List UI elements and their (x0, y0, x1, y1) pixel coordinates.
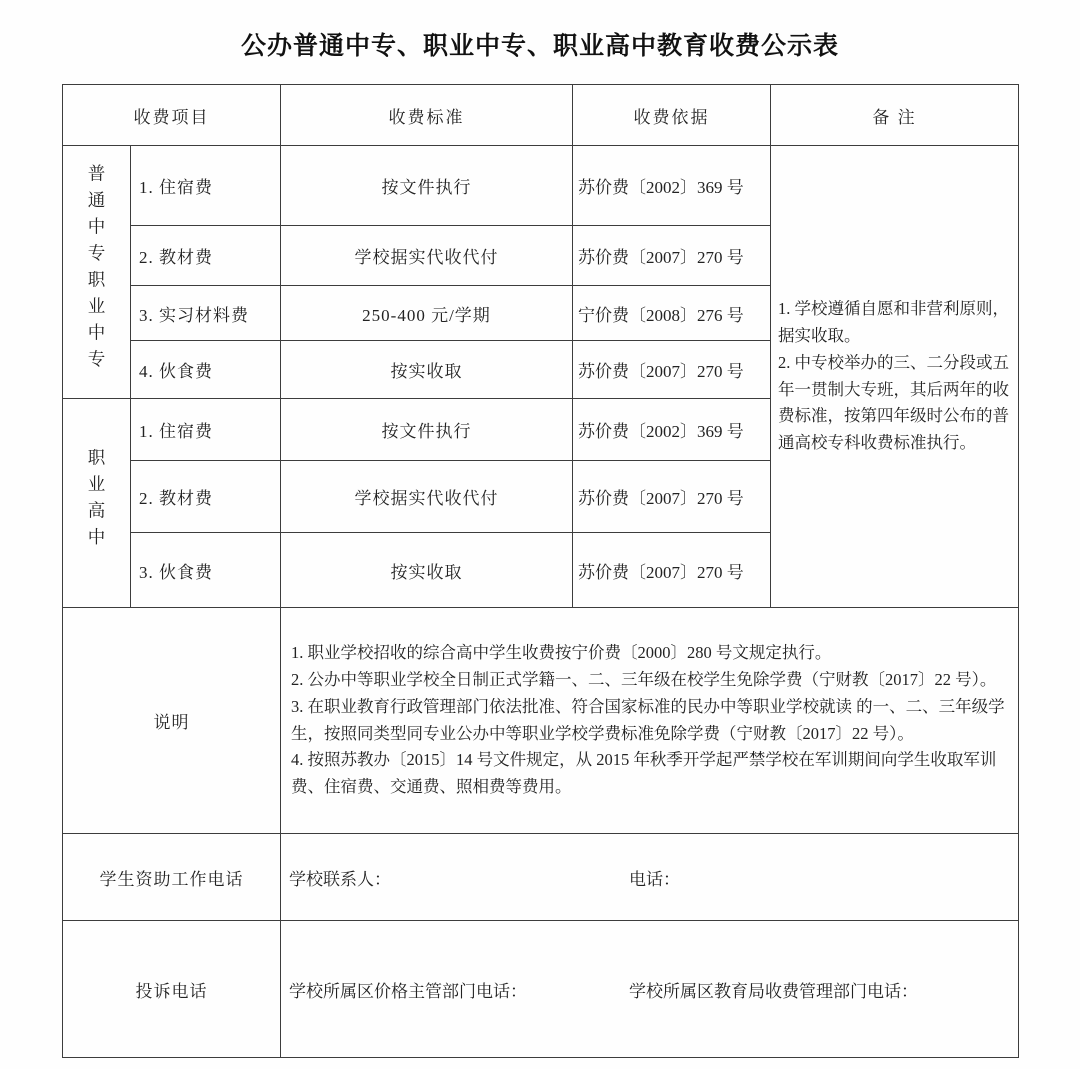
fee-item: 1. 住宿费 (131, 146, 281, 226)
note-line: 4. 按照苏教办〔2015〕14 号文件规定，从 2015 年秋季开学起严禁学校在军训期间向学生收取军训费、住宿费、交通费、照相费等费用。 (291, 750, 997, 796)
remarks-line: 2. 中专校举办的三、二分段或五年一贯制大专班，其后两年的收费标准，按第四年级时公布的普通高校专科收费标准执行。 (778, 352, 1009, 452)
header-row (63, 85, 1019, 146)
fee-standard: 按文件执行 (281, 146, 573, 226)
fee-standard: 按实收取 (281, 533, 573, 608)
header-fee-standard: 收费标准 (281, 85, 573, 146)
fee-disclosure-table (62, 84, 1019, 1058)
complaint-phone-row (63, 921, 1019, 1058)
fee-standard: 学校据实代收代付 (281, 226, 573, 286)
note-line: 2. 公办中等职业学校全日制正式学籍一、二、三年级在校学生免除学费（宁财教〔2017〕22 号）。 (291, 670, 997, 690)
aid-phone-row (63, 834, 1019, 921)
fee-basis: 苏价费〔2007〕270 号 (573, 226, 771, 286)
note-line: 3. 在职业教育行政管理部门依法批准、符合国家标准的民办中等职业学校就读 的一、二、三年级学生，按照同类型同专业公办中等职业学校学费标准免除学费（宁财教〔2017〕22 号）。 (291, 696, 1005, 743)
fee-standard: 按实收取 (281, 341, 573, 399)
fee-item: 3. 伙食费 (131, 533, 281, 608)
notes-label: 说明 (63, 608, 281, 834)
aid-phone-label: 学生资助工作电话 (63, 834, 281, 921)
remarks-line: 1. 学校遵循自愿和非营利原则，据实收取。 (778, 299, 1009, 346)
fee-basis: 宁价费〔2008〕276 号 (573, 286, 771, 341)
complaint-phone-content (281, 921, 1019, 1058)
remarks-cell (771, 146, 1019, 608)
price-dept-phone-label: 学校所属区价格主管部门电话： (289, 981, 527, 1001)
header-fee-item: 收费项目 (63, 85, 281, 146)
fee-standard: 按文件执行 (281, 399, 573, 461)
school-contact-label: 学校联系人： (289, 869, 391, 889)
notes-content (281, 608, 1019, 834)
group-label-text: 职业高中 (86, 447, 106, 554)
fee-basis: 苏价费〔2007〕270 号 (573, 341, 771, 399)
fee-basis: 苏价费〔2007〕270 号 (573, 461, 771, 533)
header-fee-basis: 收费依据 (573, 85, 771, 146)
group-label-vocational-high (63, 399, 131, 608)
fee-standard: 250-400 元/学期 (281, 286, 573, 341)
group-label-text: 普通中专职业中专 (86, 163, 106, 376)
header-remarks: 备 注 (771, 85, 1019, 146)
fee-item: 2. 教材费 (131, 226, 281, 286)
notes-row (63, 608, 1019, 834)
note-line: 1. 职业学校招收的综合高中学生收费按宁价费〔2000〕280 号文规定执行。 (291, 643, 832, 663)
complaint-phone-label: 投诉电话 (63, 921, 281, 1058)
fee-basis: 苏价费〔2002〕369 号 (573, 399, 771, 461)
edu-dept-phone-label: 学校所属区教育局收费管理部门电话： (629, 981, 918, 1001)
phone-label: 电话： (629, 869, 680, 889)
fee-item: 4. 伙食费 (131, 341, 281, 399)
fee-item: 3. 实习材料费 (131, 286, 281, 341)
page-title: 公办普通中专、职业中专、职业高中教育收费公示表 (240, 33, 839, 60)
fee-basis: 苏价费〔2007〕270 号 (573, 533, 771, 608)
fee-item: 1. 住宿费 (131, 399, 281, 461)
group-label-secondary-vocational (63, 146, 131, 399)
aid-phone-content (281, 834, 1019, 921)
fee-item: 2. 教材费 (131, 461, 281, 533)
fee-basis: 苏价费〔2002〕369 号 (573, 146, 771, 226)
fee-standard: 学校据实代收代付 (281, 461, 573, 533)
table-row (63, 146, 1019, 226)
